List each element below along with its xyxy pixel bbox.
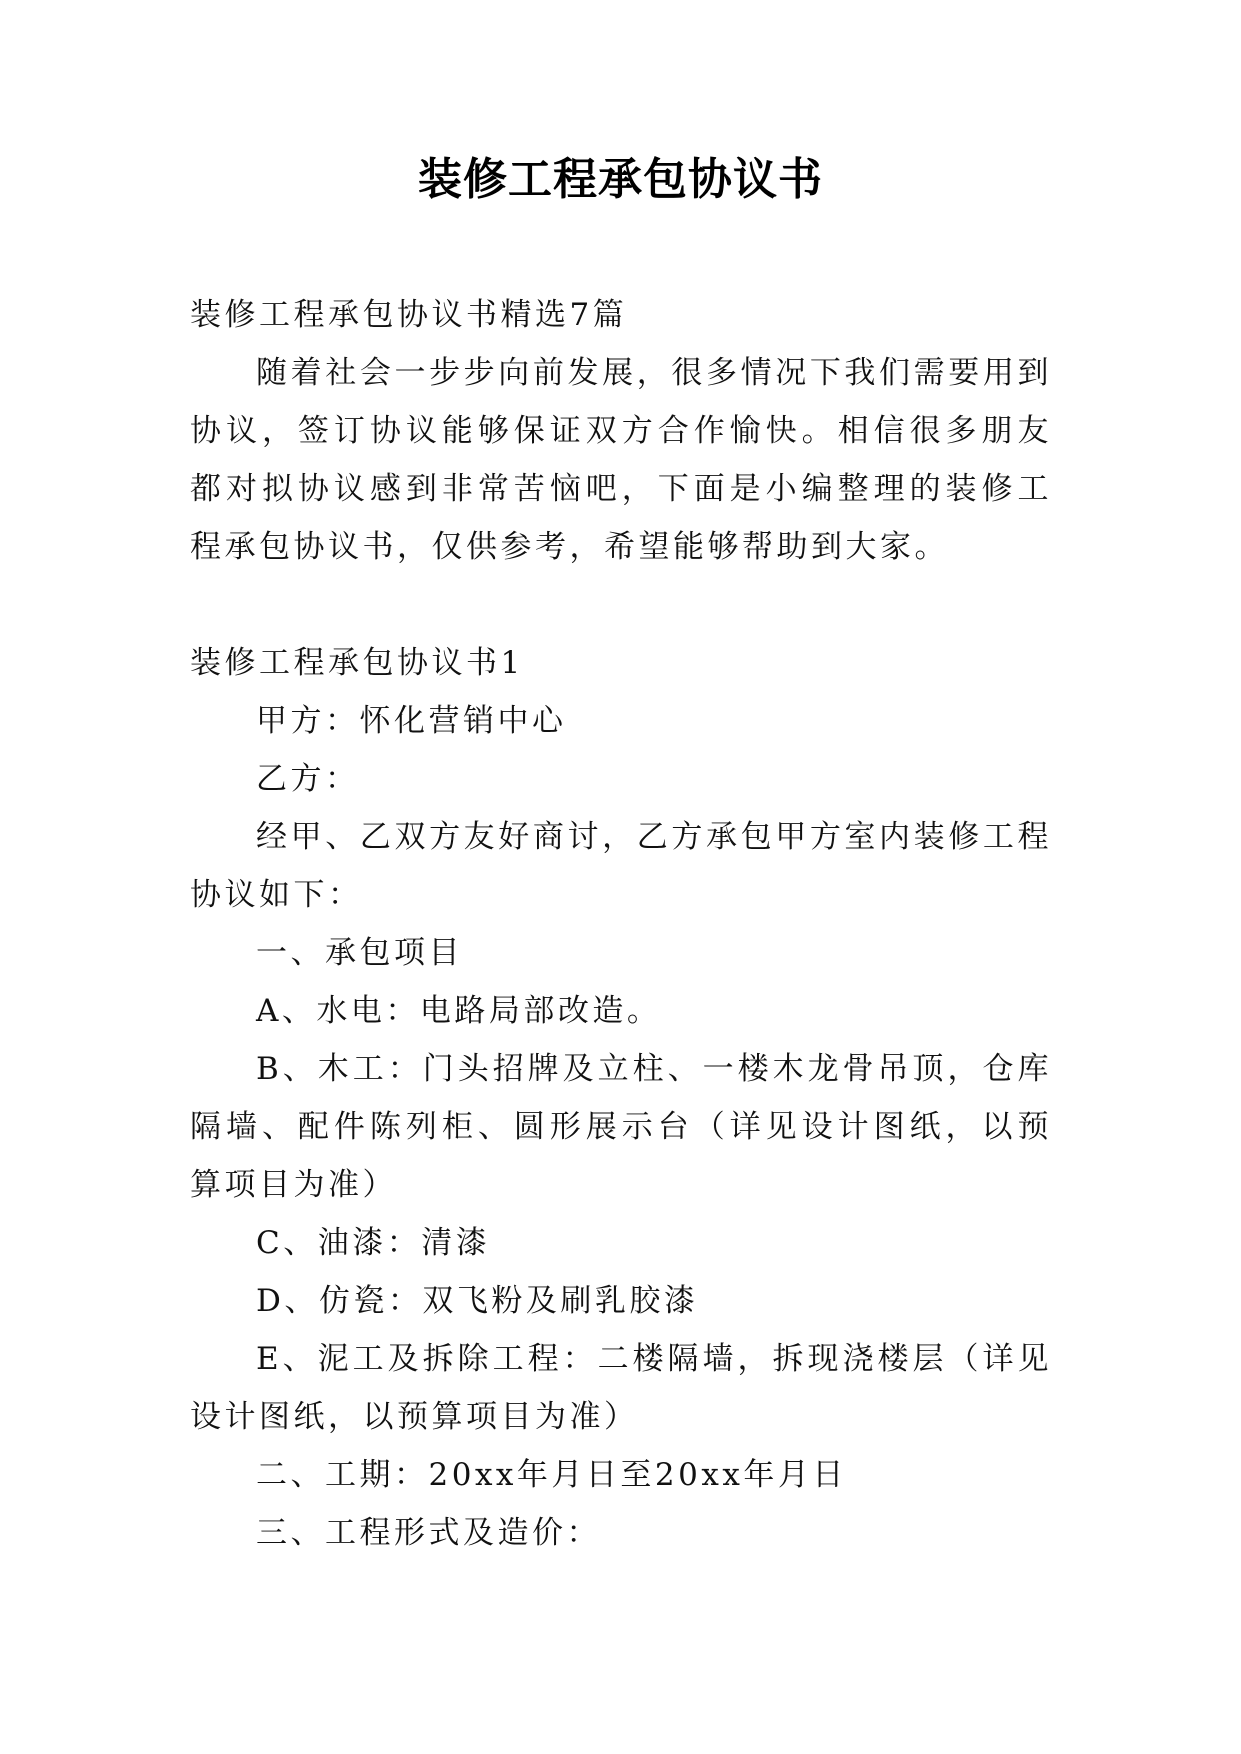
clause-item-b: B、木工：门头招牌及立柱、一楼木龙骨吊顶，仓库隔墙、配件陈列柜、圆形展示台（详见设计图纸，以预算项目为准） [190,1051,1052,1203]
clause-heading-2: 二、工期：20xx年月日至20xx年月日 [256,1457,847,1493]
intro-paragraph: 随着社会一步步向前发展，很多情况下我们需要用到协议，签订协议能够保证双方合作愉快。相信很多朋友都对拟协议感到非常苦恼吧，下面是小编整理的装修工程承包协议书，仅供参考，希望能够帮助到大家。 [190,355,1052,565]
clause-item-a: A、水电：电路局部改造。 [256,993,662,1029]
party-b: 乙方： [256,761,360,797]
document-body [190,286,1052,1562]
subtitle: 装修工程承包协议书精选7篇 [190,297,628,333]
document-title: 装修工程承包协议书 [418,154,823,205]
clause-item-d: D、仿瓷：双飞粉及刷乳胶漆 [256,1283,699,1319]
agreement-intro: 经甲、乙双方友好商讨，乙方承包甲方室内装修工程协议如下： [190,819,1052,913]
section-heading: 装修工程承包协议书1 [190,645,524,681]
clause-heading-1: 一、承包项目 [256,935,463,971]
clause-heading-3: 三、工程形式及造价： [256,1515,601,1551]
spacer [190,576,1052,634]
clause-item-e: E、泥工及拆除工程：二楼隔墙，拆现浇楼层（详见设计图纸，以预算项目为准） [190,1341,1052,1435]
clause-item-c: C、油漆：清漆 [256,1225,491,1261]
party-a: 甲方：怀化营销中心 [256,703,567,739]
